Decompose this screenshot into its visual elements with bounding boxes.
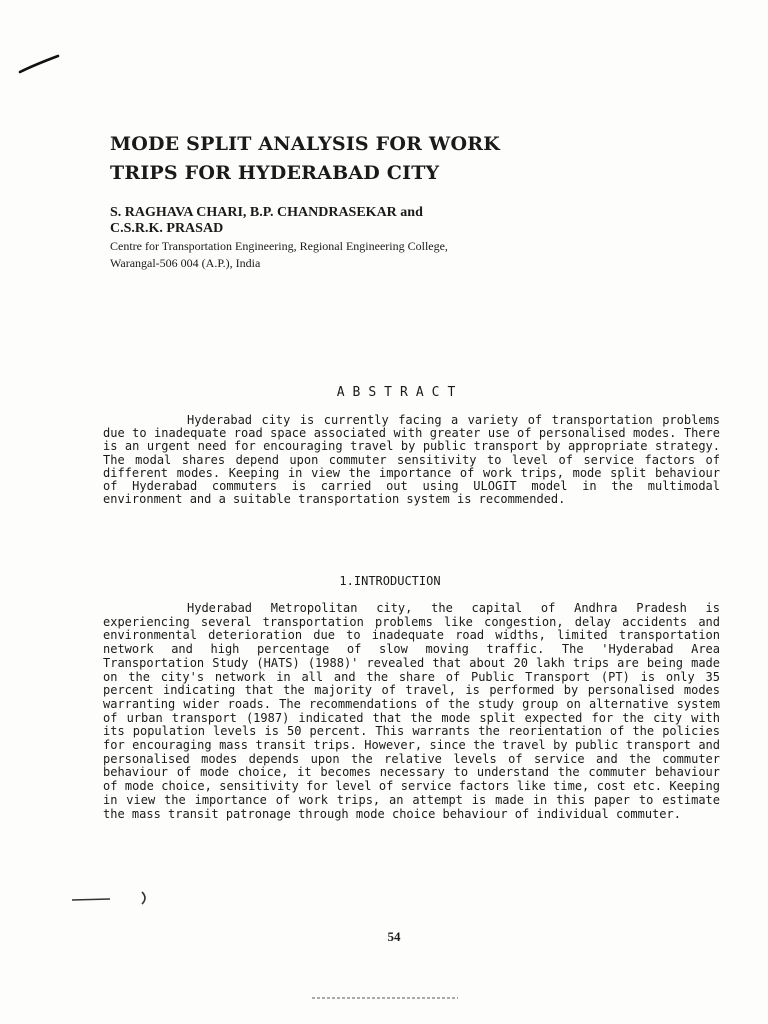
abstract-heading: ABSTRACT [336, 385, 464, 400]
affiliation-line-1: Centre for Transportation Engineering, Regional Engineering College, [110, 239, 448, 253]
paper-title [110, 130, 670, 188]
affiliation [110, 238, 710, 272]
title-line-2: TRIPS FOR HYDERABAD CITY [110, 162, 440, 184]
abstract-paragraph: Hyderabad city is currently facing a variety of transportation problems due to inadequate road space associated with greater use of personalised modes. There is an urgent need for encouraging travel by public transport by appropriate strategy. The modal shares depend upon commuter sensitivity to level of service factors of different modes. Keeping in view the importance of work trips, mode split behaviour of Hyderabad commuters is carried out using ULOGIT model in the multimodal environment and a suitable transportation system is recommended. [103, 413, 720, 507]
page-number: 54 [387, 929, 401, 944]
pen-stroke-mark [18, 52, 62, 76]
authors-line-2: C.S.R.K. PRASAD [110, 221, 224, 236]
authors-line-1: S. RAGHAVA CHARI, B.P. CHANDRASEKAR and [110, 205, 423, 220]
introduction-paragraph: Hyderabad Metropolitan city, the capital of Andhra Pradesh is experiencing several transportation problems like congestion, delay accidents and environmental deterioration due to inadequate road widths, limited transportation network and high percentage of slow moving traffic. The 'Hyderabad Area Transportation Study (HATS) (1988)' revealed that about 20 lakh trips are being made on the city's network in all and the share of Public Transport (PT) is only 35 percent indicating that the majority of travel, is performed by personalised modes warranting wider roads. The recommendations of the study group on alternative system of urban transport (1987) indicated that the mode split expected for the city with its population levels is 50 percent. This warrants the reorientation of the policies for encouraging mass transit trips. However, since the travel by public transport and personalised modes depends upon the relative levels of service and the commuter behaviour of mode choice, it becomes necessary to understand the commuter behaviour of mode choice, sensitivity for level of service factors like time, cost etc. Keeping in view the importance of work trips, an attempt is made in this paper to estimate the mass transit patronage through mode choice behaviour of individual commuter. [103, 601, 720, 821]
affiliation-line-2: Warangal-506 004 (A.P.), India [110, 256, 261, 270]
title-line-1: MODE SPLIT ANALYSIS FOR WORK [110, 133, 500, 155]
scan-smudge-bottom [310, 993, 460, 1003]
pen-dash-mark [70, 888, 160, 908]
author-list [110, 205, 710, 237]
introduction-heading: 1.INTRODUCTION [339, 574, 441, 588]
introduction-body [103, 602, 720, 821]
abstract-body [103, 414, 720, 506]
